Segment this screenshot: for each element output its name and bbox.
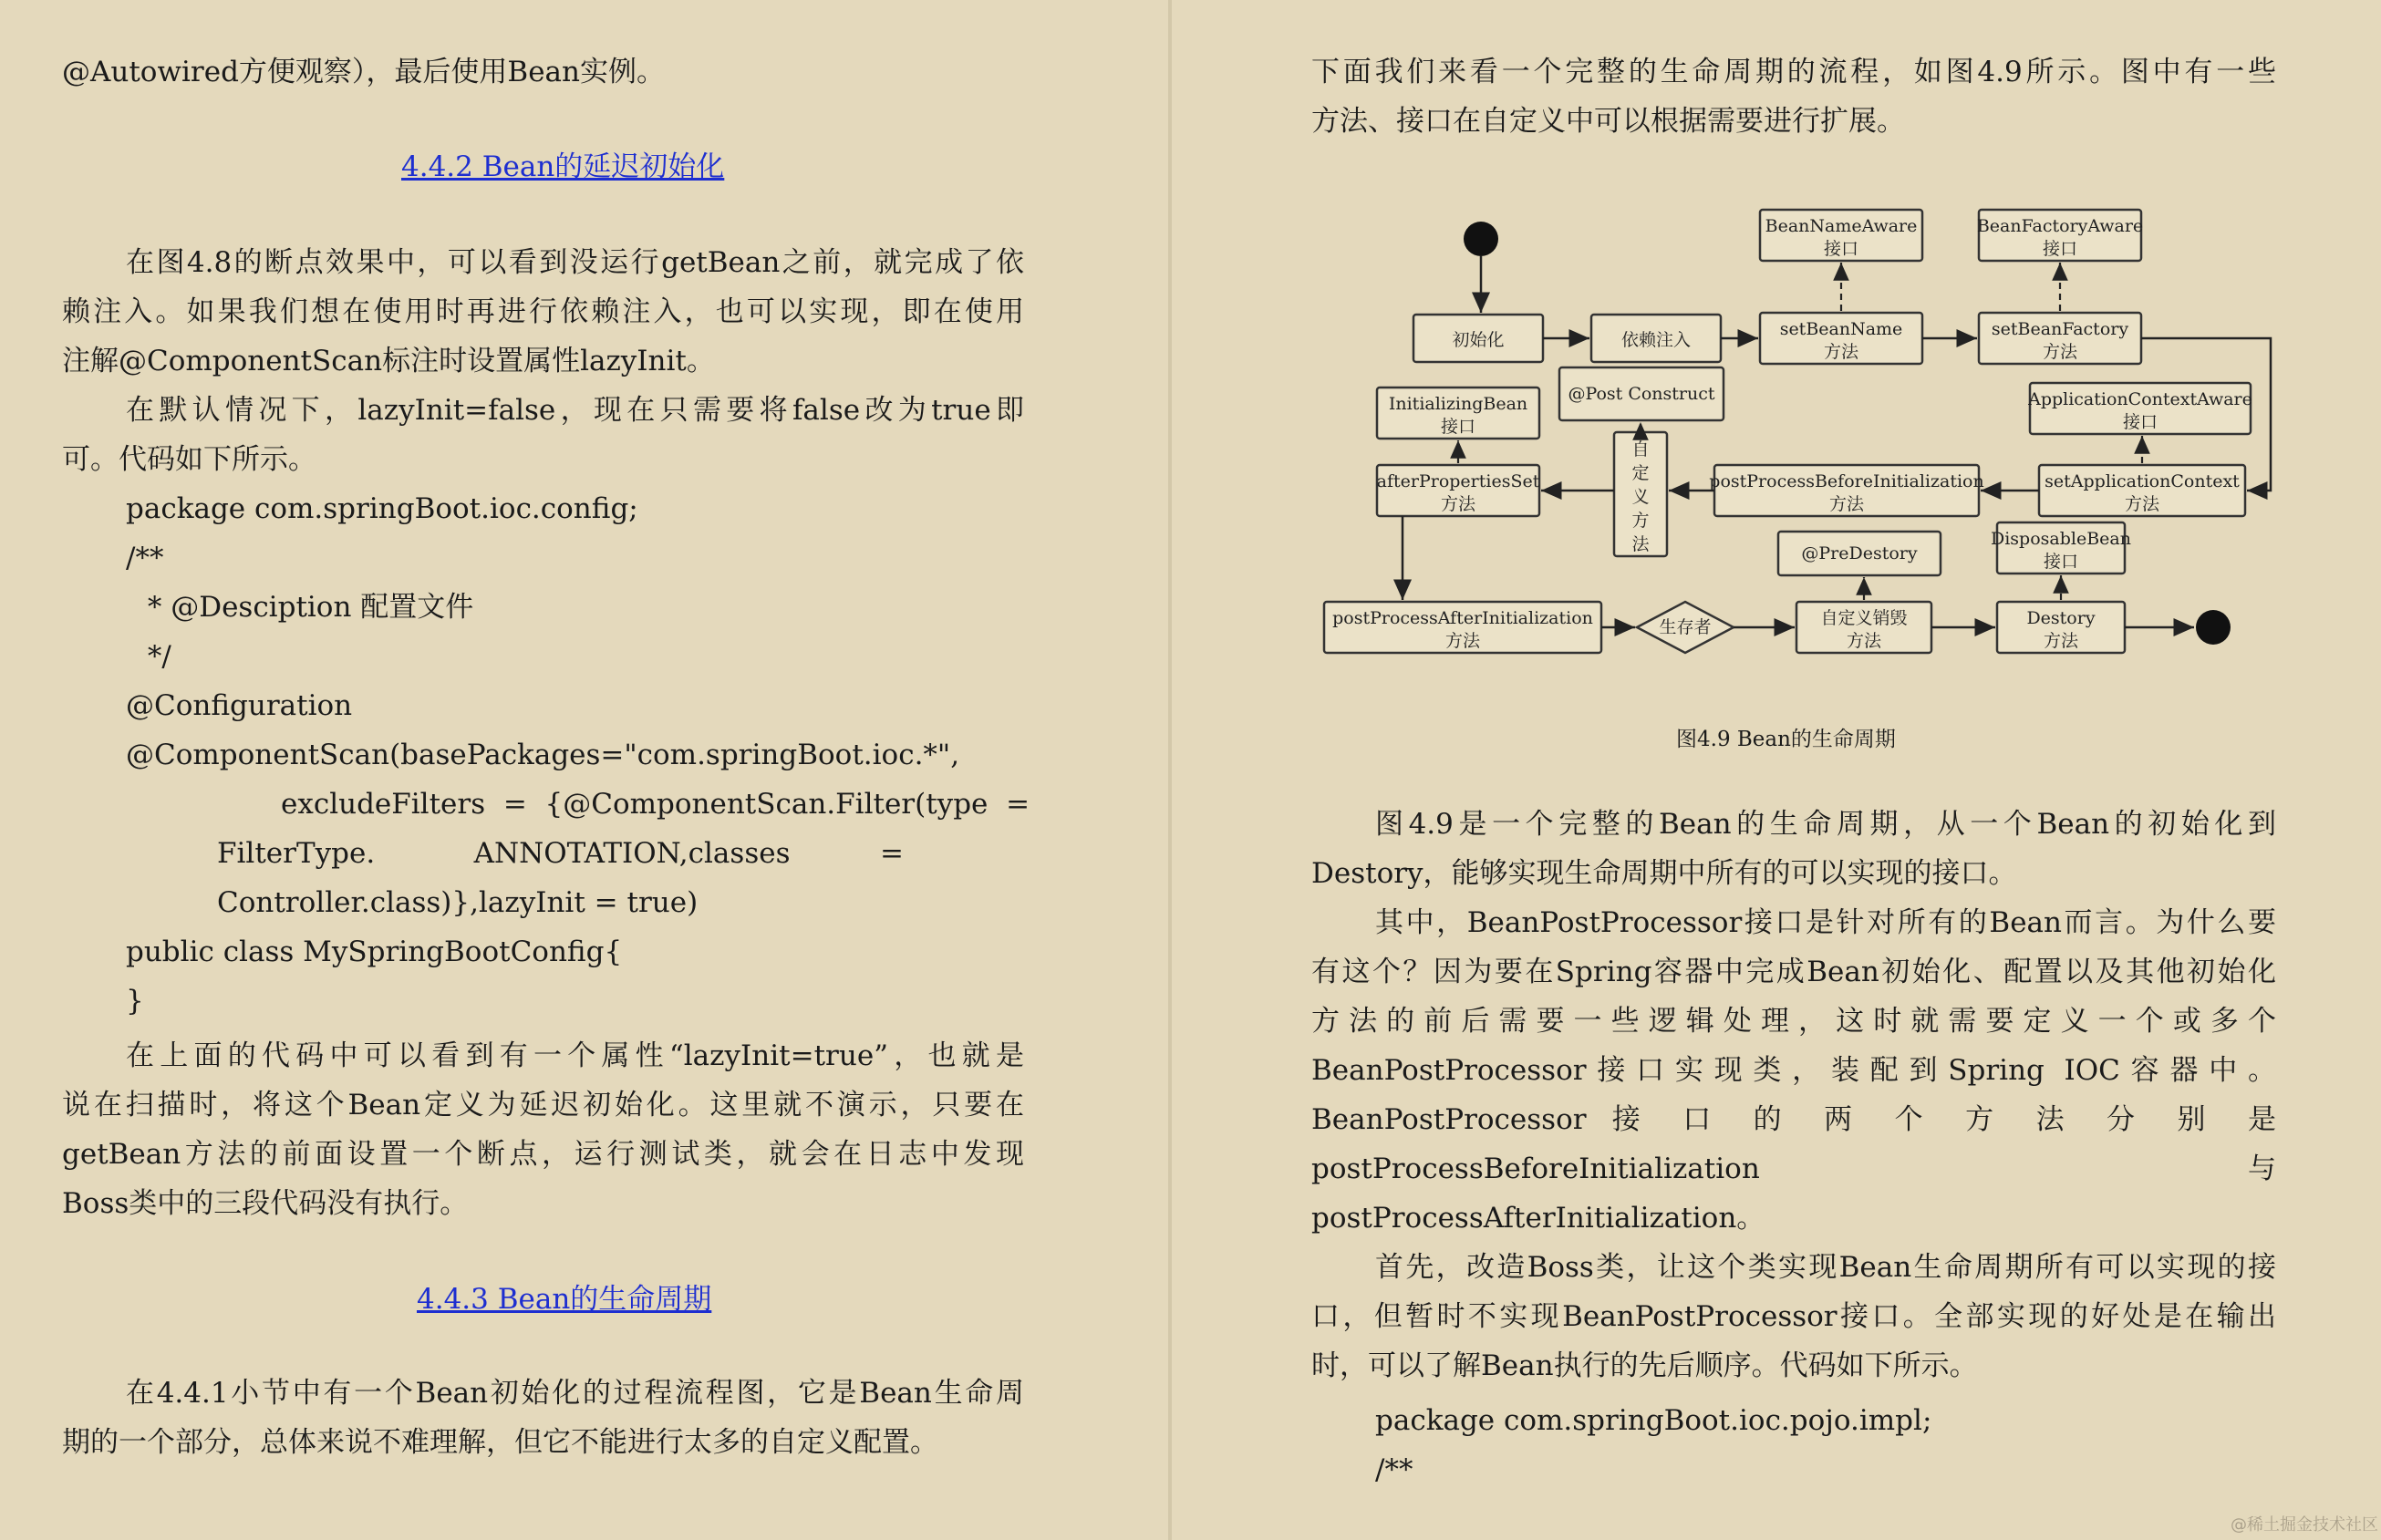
paragraph-line: Destory，能够实现生命周期中所有的可以实现的接口。 xyxy=(1311,857,2017,890)
svg-text:方法: 方法 xyxy=(2124,494,2160,514)
beanfactoryaware-node xyxy=(1977,210,2143,261)
paragraph-line: @Autowired方便观察），最后使用Bean实例。 xyxy=(62,56,666,88)
survivor-node xyxy=(1637,602,1734,653)
section-heading-4-4-3[interactable]: 4.4.3 Bean的生命周期 xyxy=(417,1283,712,1316)
code-line: */ xyxy=(139,640,171,673)
paragraph-line: 在上面的代码中可以看到有一个属性“lazyInit=true”，也就是 xyxy=(126,1039,1024,1072)
code-line: Controller.class)},lazyInit = true) xyxy=(217,886,699,919)
code-line: } xyxy=(126,985,144,1018)
di-node xyxy=(1591,315,1721,362)
bean-lifecycle-diagram xyxy=(1313,191,2289,666)
svg-text:postProcessBeforeInitializatio: postProcessBeforeInitialization xyxy=(1709,471,1984,491)
paragraph-line: 可。代码如下所示。 xyxy=(62,443,316,476)
paragraph-line: 期的一个部分，总体来说不难理解，但它不能进行太多的自定义配置。 xyxy=(62,1426,938,1459)
svg-text:方法: 方法 xyxy=(1823,342,1859,362)
svg-text:自: 自 xyxy=(1631,439,1650,460)
code-line: /** xyxy=(1375,1453,1413,1486)
code-line: package com.springBoot.ioc.pojo.impl; xyxy=(1375,1404,1932,1437)
svg-text:自定义销毁: 自定义销毁 xyxy=(1820,608,1908,628)
beannameaware-node xyxy=(1760,210,1922,261)
svg-text:BeanFactoryAware: BeanFactoryAware xyxy=(1976,216,2144,236)
disposablebean-node xyxy=(1991,522,2131,574)
code-line: /** xyxy=(126,542,164,574)
svg-text:方法: 方法 xyxy=(2043,631,2079,651)
figure-caption: 图4.9 Bean的生命周期 xyxy=(1676,728,1896,751)
paragraph-line: 其中，BeanPostProcessor接口是针对所有的Bean而言。为什么要 xyxy=(1375,906,2276,939)
setbeanname-node xyxy=(1760,313,1922,364)
svg-text:定: 定 xyxy=(1631,463,1650,483)
svg-text:初始化: 初始化 xyxy=(1452,330,1505,350)
section-heading-4-4-2[interactable]: 4.4.2 Bean的延迟初始化 xyxy=(401,150,725,183)
paragraph-line: 在图4.8的断点效果中，可以看到没运行getBean之前，就完成了依 xyxy=(126,246,1024,279)
paragraph-line: postProcessBeforeInitialization 与 xyxy=(1311,1152,2276,1185)
ppbi-node xyxy=(1709,465,1983,516)
code-line: @ComponentScan(basePackages="com.springBoot.ioc.*", xyxy=(126,739,960,771)
init-node xyxy=(1413,315,1543,362)
custom-destroy-node xyxy=(1796,602,1931,653)
ppai-node xyxy=(1324,602,1601,653)
setappctx-node xyxy=(2039,465,2245,516)
svg-text:DisposableBean: DisposableBean xyxy=(1991,529,2131,549)
svg-text:接口: 接口 xyxy=(1440,417,1476,437)
svg-text:接口: 接口 xyxy=(2043,552,2079,572)
svg-text:ApplicationContextAware: ApplicationContextAware xyxy=(2028,389,2252,409)
svg-text:Destory: Destory xyxy=(2026,608,2096,628)
paragraph-line: postProcessAfterInitialization。 xyxy=(1311,1202,1765,1235)
paragraph-line: 下面我们来看一个完整的生命周期的流程，如图4.9所示。图中有一些 xyxy=(1311,56,2276,88)
destory-node xyxy=(1997,602,2125,653)
predestory-node xyxy=(1778,532,1941,575)
svg-text:setApplicationContext: setApplicationContext xyxy=(2045,471,2240,491)
initializingbean-node xyxy=(1377,388,1539,439)
svg-text:postProcessAfterInitialization: postProcessAfterInitialization xyxy=(1332,608,1593,628)
code-line: excludeFilters = {@ComponentScan.Filter(type = xyxy=(281,788,1030,821)
svg-text:方法: 方法 xyxy=(1846,631,1882,651)
paragraph-line: BeanPostProcessor 接 口 的 两 个 方 法 分 别 是 xyxy=(1311,1103,2276,1136)
paragraph-line: 时，可以了解Bean执行的先后顺序。代码如下所示。 xyxy=(1311,1349,1978,1382)
svg-text:BeanNameAware: BeanNameAware xyxy=(1765,216,1918,236)
end-node xyxy=(2196,610,2231,645)
svg-text:依赖注入: 依赖注入 xyxy=(1620,330,1692,350)
svg-text:setBeanName: setBeanName xyxy=(1779,319,1903,339)
code-line: * @Desciption 配置文件 xyxy=(139,591,474,624)
afterpropertiesset-node xyxy=(1377,465,1540,516)
svg-text:方法: 方法 xyxy=(1828,494,1865,514)
code-line: FilterType. ANNOTATION,classes = xyxy=(217,837,904,870)
svg-text:setBeanFactory: setBeanFactory xyxy=(1991,319,2129,339)
svg-text:方: 方 xyxy=(1631,511,1650,531)
svg-text:接口: 接口 xyxy=(1823,239,1859,259)
paragraph-line: 方法的前后需要一些逻辑处理，这时就需要定义一个或多个 xyxy=(1311,1005,2276,1038)
code-line: package com.springBoot.ioc.config; xyxy=(126,492,638,525)
code-line: @Configuration xyxy=(126,689,353,722)
paragraph-line: 在默认情况下，lazyInit=false，现在只需要将false改为true即 xyxy=(126,394,1024,427)
svg-text:法: 法 xyxy=(1631,534,1650,554)
appctxaware-node xyxy=(2027,383,2252,434)
start-node xyxy=(1464,222,1498,256)
paragraph-line: Boss类中的三段代码没有执行。 xyxy=(62,1187,469,1220)
setbeanfactory-node xyxy=(1979,313,2141,364)
svg-text:@PreDestory: @PreDestory xyxy=(1801,543,1918,563)
paragraph-line: 说在扫描时，将这个Bean定义为延迟初始化。这里就不演示，只要在 xyxy=(62,1089,1024,1121)
paragraph-line: 方法、接口在自定义中可以根据需要进行扩展。 xyxy=(1311,105,1905,138)
code-line: public class MySpringBootConfig{ xyxy=(126,935,623,968)
svg-text:接口: 接口 xyxy=(2122,412,2158,432)
paragraph-line: 口，但暂时不实现BeanPostProcessor接口。全部实现的好处是在输出 xyxy=(1311,1300,2276,1333)
svg-text:方法: 方法 xyxy=(1444,631,1481,651)
paragraph-line: 注解@ComponentScan标注时设置属性lazyInit。 xyxy=(62,345,715,377)
postconstruct-node xyxy=(1559,367,1724,420)
custom-method-node xyxy=(1614,432,1667,556)
paragraph-line: getBean方法的前面设置一个断点，运行测试类，就会在日志中发现 xyxy=(62,1138,1024,1171)
svg-text:afterPropertiesSet: afterPropertiesSet xyxy=(1376,471,1540,491)
paragraph-line: 首先，改造Boss类，让这个类实现Bean生命周期所有可以实现的接 xyxy=(1375,1251,2276,1284)
svg-text:方法: 方法 xyxy=(2042,342,2078,362)
svg-text:生存者: 生存者 xyxy=(1659,617,1712,637)
svg-text:InitializingBean: InitializingBean xyxy=(1388,394,1528,414)
svg-text:@Post Construct: @Post Construct xyxy=(1568,384,1715,404)
paragraph-line: 有这个？因为要在Spring容器中完成Bean初始化、配置以及其他初始化 xyxy=(1311,956,2276,988)
svg-text:义: 义 xyxy=(1631,487,1650,507)
watermark: @稀土掘金技术社区 xyxy=(2231,1515,2378,1535)
paragraph-line: 赖注入。如果我们想在使用时再进行依赖注入，也可以实现，即在使用 xyxy=(62,295,1024,328)
paragraph-line: 在4.4.1小节中有一个Bean初始化的过程流程图，它是Bean生命周 xyxy=(126,1377,1024,1410)
paragraph-line: 图4.9是一个完整的Bean的生命周期，从一个Bean的初始化到 xyxy=(1375,808,2276,841)
svg-text:方法: 方法 xyxy=(1440,494,1476,514)
paragraph-line: BeanPostProcessor接口实现类，装配到Spring IOC容器中。 xyxy=(1311,1054,2276,1087)
svg-text:接口: 接口 xyxy=(2042,239,2078,259)
